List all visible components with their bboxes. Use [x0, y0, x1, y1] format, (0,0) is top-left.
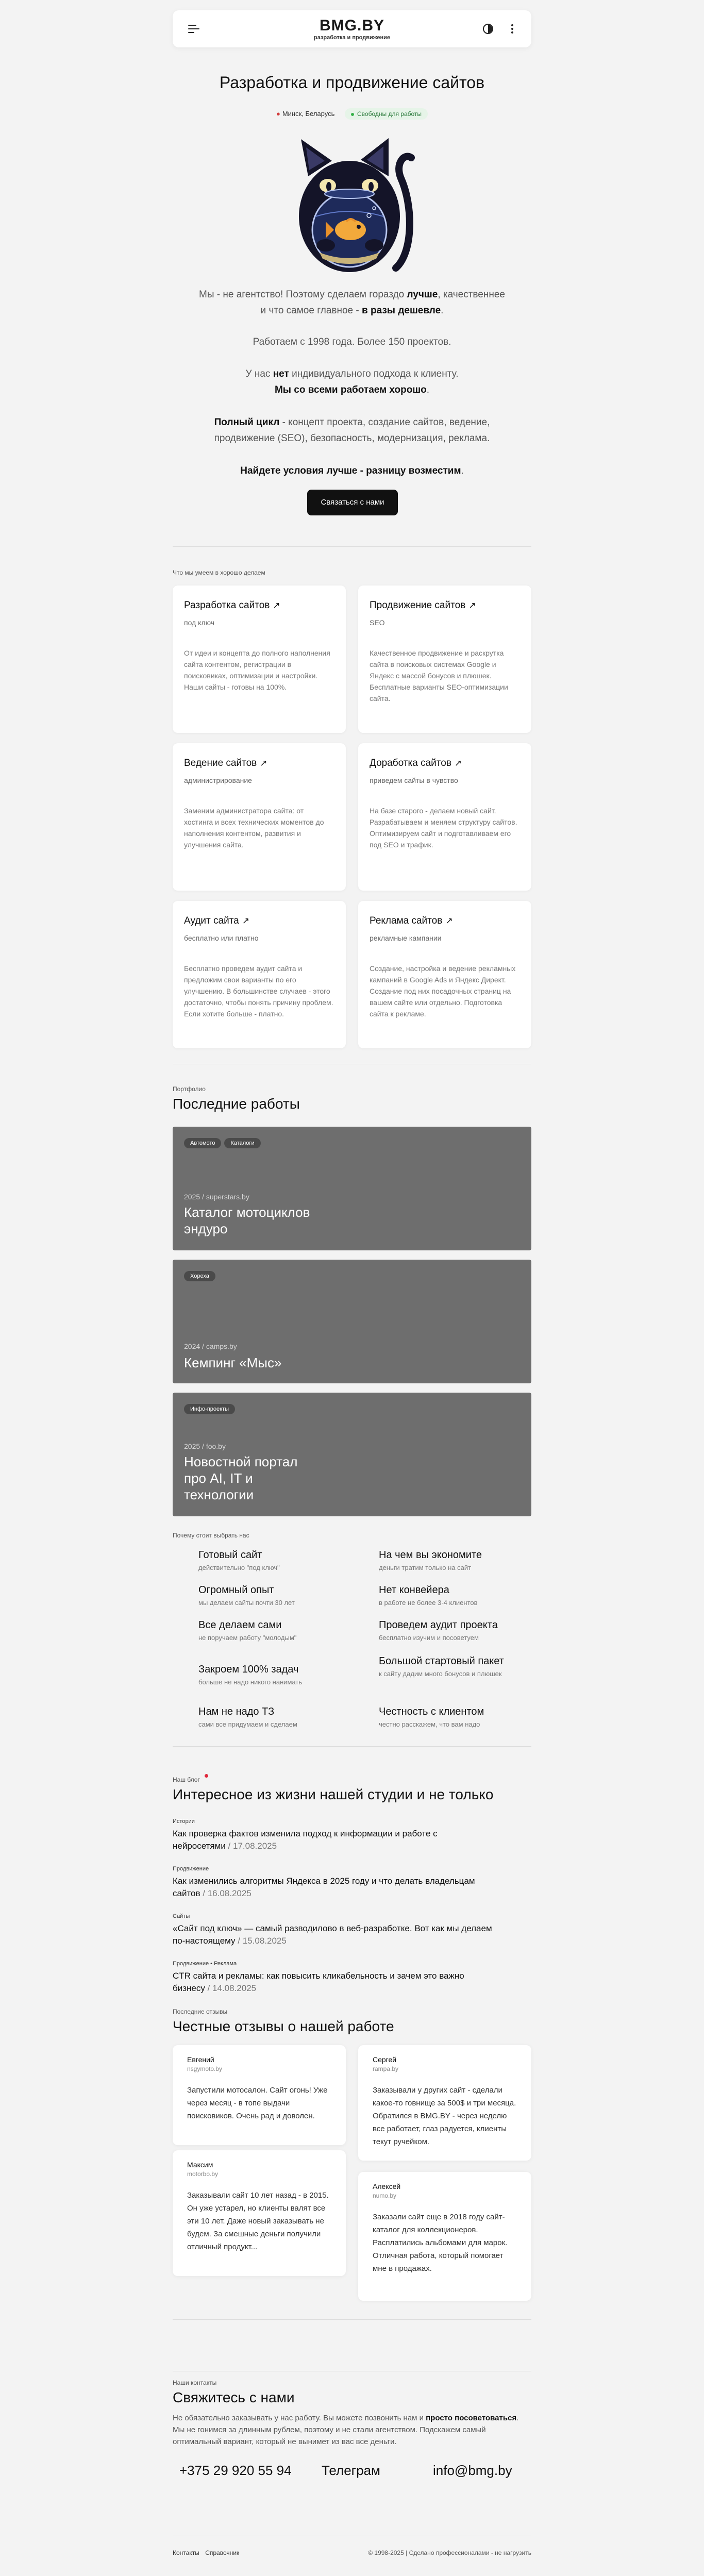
service-card[interactable]: [358, 743, 531, 891]
why-subtitle: не поручаем работу "молодым": [198, 1634, 297, 1642]
tag[interactable]: Каталоги: [224, 1138, 260, 1148]
service-subtitle: бесплатно или платно: [184, 934, 259, 942]
new-indicator-icon: [205, 1774, 208, 1778]
divider: [173, 2319, 531, 2320]
logo[interactable]: [173, 18, 531, 41]
logo-tagline: разработка и продвижение: [313, 35, 391, 41]
why-subtitle: действительно "под ключ": [198, 1564, 280, 1571]
blog-post[interactable]: [173, 1818, 492, 1852]
service-title[interactable]: [370, 915, 520, 927]
reviewer-name: Евгений: [187, 2055, 214, 2064]
text-bold: просто посоветоваться: [426, 2414, 517, 2422]
review-text: Заказывали у других сайт - сделали какое-то говнище за 500$ и три месяца. Обратился в BMG.BY - через неделю все работает, глаз радуется, клиенты текут ручейком.: [373, 2086, 516, 2146]
theme-toggle-icon[interactable]: [483, 24, 493, 34]
service-subtitle: рекламные кампании: [370, 934, 442, 942]
tag[interactable]: Хореха: [184, 1271, 215, 1281]
service-description: От идеи и концепта до полного наполнения сайта контентом, регистрации в поисковиках, оптимизации и настройки. Наши сайты - готовы на 100%.: [184, 649, 330, 691]
text: Мы - не агентство! Поэтому сделаем гораздо: [199, 289, 407, 300]
blog-post[interactable]: [173, 1913, 492, 1947]
blog-category[interactable]: Истории: [173, 1818, 195, 1825]
more-icon[interactable]: [511, 23, 514, 35]
reviews-kicker: Последние отзывы: [173, 2008, 228, 2015]
tag[interactable]: Инфо-проекты: [184, 1404, 235, 1414]
why-title: На чем вы экономите: [379, 1549, 482, 1561]
why-subtitle: бесплатно изучим и посоветуем: [379, 1634, 479, 1642]
service-subtitle: администрирование: [184, 776, 252, 784]
blog-category[interactable]: Продвижение: [173, 1866, 209, 1872]
why-title: Нам не надо ТЗ: [198, 1706, 275, 1717]
review-card: [358, 2172, 531, 2301]
logo-title: BMG.BY: [320, 17, 384, 34]
service-title-text: Ведение сайтов: [184, 758, 257, 768]
portfolio-item[interactable]: [173, 1127, 531, 1250]
why-subtitle: мы делаем сайты почти 30 лет: [198, 1599, 295, 1607]
portfolio-meta: 2024 / camps.by: [184, 1342, 237, 1350]
telegram-link[interactable]: Телеграм: [322, 2463, 380, 2478]
blog-post-title[interactable]: [173, 1875, 492, 1900]
text: - концепт проекта, создание сайтов, ведение, продвижение (SEO), безопасность, модернизация, реклама.: [214, 417, 490, 444]
why-title: Проведем аудит проекта: [379, 1619, 498, 1631]
blog-date: / 16.08.2025: [200, 1888, 252, 1898]
why-title: Нет конвейера: [379, 1584, 449, 1596]
blog-post-title[interactable]: [173, 1828, 492, 1852]
reviewer-site[interactable]: motorbo.by: [187, 2170, 219, 2178]
why-kicker: Почему стоит выбрать нас: [173, 1532, 249, 1539]
location: [276, 110, 334, 118]
site-header: [173, 10, 531, 47]
why-subtitle: сами все придумаем и сделаем: [198, 1720, 297, 1728]
arrow-up-right-icon: ↗: [242, 916, 249, 926]
blog-post-title[interactable]: [173, 1922, 492, 1947]
reviewer-site[interactable]: nsgymoto.by: [187, 2065, 223, 2072]
copyright: © 1998-2025 | Сделано профессионалами - не нагрузить: [368, 2549, 531, 2556]
service-card[interactable]: [173, 901, 346, 1048]
services-kicker: Что мы умеем в хорошо делаем: [173, 569, 265, 576]
why-title: Честность с клиентом: [379, 1706, 484, 1717]
contacts-text: [173, 2412, 531, 2448]
why-title: Готовый сайт: [198, 1549, 262, 1561]
portfolio-tags: [184, 1138, 264, 1148]
why-item: [379, 1655, 523, 1679]
pin-icon: ●: [276, 110, 280, 118]
footer-link-contacts[interactable]: Контакты: [173, 2549, 199, 2556]
service-title-text: Продвижение сайтов: [370, 600, 466, 611]
arrow-up-right-icon: ↗: [454, 758, 462, 768]
why-subtitle: в работе не более 3-4 клиентов: [379, 1599, 478, 1607]
hero-paragraph-3: [198, 366, 506, 398]
why-title: Закроем 100% задач: [198, 1664, 299, 1675]
blog-post-title-text: Как проверка фактов изменила подход к информации и работе с нейросетями: [173, 1829, 438, 1851]
why-item: [198, 1584, 353, 1608]
service-description: Бесплатно проведем аудит сайта и предложим свои варианты по его улучшению. В большинстве случаев - этого достаточно, чтобы понять причину проблем. Если хотите больше - платно.: [184, 964, 333, 1018]
why-item: [379, 1584, 533, 1608]
blog-post-title[interactable]: [173, 1970, 492, 1995]
status-text: Свободны для работы: [357, 110, 422, 118]
service-card[interactable]: [358, 901, 531, 1048]
why-item: [379, 1706, 533, 1729]
reviewer-name: Сергей: [373, 2055, 397, 2064]
review-card: [173, 2045, 346, 2145]
portfolio-title-text: Кемпинг «Мыс»: [184, 1355, 282, 1370]
why-item: [379, 1549, 533, 1573]
service-subtitle: SEO: [370, 618, 385, 627]
review-text: Заказывали сайт 10 лет назад - в 2015. Он уже устарел, но клиенты валят все эти 10 лет. Даже новый заказывать не будем. За смешные деньги получили отличный продукт...: [187, 2191, 329, 2251]
blog-kicker: Наш блог: [173, 1776, 200, 1783]
text-bold: в разы дешевле: [362, 305, 441, 316]
service-description: На базе старого - делаем новый сайт. Разрабатываем и меняем структуру сайтов. Оптимизируем сайт и подготавливаем его под SEO и трафик.: [370, 807, 517, 849]
text-bold: Мы со всеми работаем хорошо: [274, 384, 427, 395]
service-description: Заменим администратора сайта: от хостинга и всех технических моментов до наполнения контентом, развития и улучшения сайта.: [184, 807, 324, 849]
blog-post-title-text: CTR сайта и рекламы: как повысить кликабельность и зачем это важно бизнесу: [173, 1971, 464, 1993]
text: . Мы не гонимся за длинным рублем, поэтому и не стали агентством. Подскажем самый оптимальный вариант, который не вынимет из вас все деньги.: [173, 2414, 519, 2446]
portfolio-item[interactable]: [173, 1260, 531, 1383]
why-title: Все делаем сами: [198, 1619, 282, 1631]
text: , качественнее и что самое главное -: [260, 289, 505, 316]
review-card: [173, 2150, 346, 2276]
service-card[interactable]: [358, 586, 531, 733]
blog-category[interactable]: Сайты: [173, 1913, 190, 1919]
blog-post-title-text: Как изменились алгоритмы Яндекса в 2025 году и что делать владельцам сайтов: [173, 1876, 475, 1898]
hero-paragraph-5: [198, 463, 506, 479]
blog-post-title-text: «Сайт под ключ» — самый разводилово в веб-разработке. Вот как мы делаем по-настоящему: [173, 1923, 492, 1946]
footer-link-reference[interactable]: Справочник: [205, 2549, 240, 2556]
why-subtitle: больше не надо никого нанимать: [198, 1678, 303, 1686]
text: .: [441, 305, 444, 316]
hero-meta: [173, 108, 531, 120]
hero-paragraph-1: [198, 287, 506, 319]
reviewer-site[interactable]: numo.by: [373, 2192, 397, 2199]
why-subtitle: к сайту дадим много бонусов и плюшек: [379, 1670, 502, 1678]
blog-date: / 14.08.2025: [205, 1983, 257, 1993]
text-bold: нет: [273, 369, 289, 379]
service-title[interactable]: [184, 600, 334, 611]
service-description: Качественное продвижение и раскрутка сайта в поисковых системах Google и Яндекс с массой бонусов и плюшек. Бесплатные варианты SEO-оптимизации сайта.: [370, 649, 508, 702]
why-item: [198, 1549, 353, 1573]
page-title: Разработка и продвижение сайтов: [219, 73, 485, 92]
service-title-text: Доработка сайтов: [370, 758, 451, 768]
blog-post[interactable]: [173, 1961, 492, 1995]
status-dot-icon: [351, 113, 354, 116]
why-subtitle: честно расскажем, что вам надо: [379, 1720, 480, 1728]
arrow-up-right-icon: ↗: [445, 916, 453, 926]
service-title[interactable]: [184, 758, 334, 769]
arrow-up-right-icon: ↗: [468, 600, 476, 610]
service-card[interactable]: [173, 743, 346, 891]
review-text: Заказали сайт еще в 2018 году сайт-каталог для коллекционеров. Расплатились альбомами для марок. Отличная работа, который помогает мне в продажах.: [373, 2213, 508, 2273]
email-link[interactable]: info@bmg.by: [433, 2463, 512, 2478]
tag[interactable]: Автомото: [184, 1138, 221, 1148]
text: Не обязательно заказывать у нас работу. Вы можете позвонить нам и: [173, 2414, 426, 2422]
portfolio-tags: [184, 1404, 238, 1414]
text: У нас: [245, 369, 273, 379]
portfolio-meta: 2025 / foo.by: [184, 1442, 226, 1450]
contacts-kicker: Наши контакты: [173, 2379, 217, 2386]
service-title[interactable]: [370, 758, 520, 769]
portfolio-meta: 2025 / superstars.by: [184, 1193, 249, 1201]
service-card[interactable]: [173, 586, 346, 733]
blog-category[interactable]: Продвижение • Реклама: [173, 1961, 237, 1967]
cat-fishbowl-illustration: [278, 129, 433, 278]
footer-nav: [173, 2549, 243, 2556]
text: индивидуального подхода к клиенту.: [289, 369, 459, 379]
blog-date: / 17.08.2025: [225, 1841, 277, 1851]
blog-date: / 15.08.2025: [235, 1936, 287, 1946]
hero-paragraph-4: [198, 414, 506, 446]
arrow-up-right-icon: ↗: [273, 600, 280, 610]
text: .: [461, 465, 464, 476]
why-item: [198, 1664, 353, 1687]
arrow-up-right-icon: ↗: [260, 758, 267, 768]
service-description: Создание, настройка и ведение рекламных кампаний в Google Ads и Яндекс Директ. Создание под них посадочных страниц на вашем сайте или отдельно. Подготовка сайта к рекламе.: [370, 964, 516, 1018]
service-title-text: Реклама сайтов: [370, 915, 443, 926]
text-bold: лучше: [407, 289, 438, 300]
portfolio-title-text: Новостной портал про AI, IT и технологии: [184, 1454, 298, 1502]
service-subtitle: приведем сайты в чувство: [370, 776, 458, 784]
review-card: [358, 2045, 531, 2161]
divider: [173, 546, 531, 547]
hero-paragraph-2: Работаем с 1998 года. Более 150 проектов.: [253, 337, 451, 347]
divider: [173, 1746, 531, 1747]
why-title: Большой стартовый пакет: [379, 1655, 504, 1667]
service-subtitle: под ключ: [184, 618, 215, 627]
review-text: Запустили мотосалон. Сайт огонь! Уже через месяц - в топе выдачи поисковиков. Очень рад и доволен.: [187, 2086, 328, 2120]
service-title-text: Аудит сайта: [184, 915, 239, 926]
blog-title: Интересное из жизни нашей студии и не только: [173, 1786, 494, 1802]
text: .: [426, 384, 430, 395]
status-badge: [345, 108, 428, 120]
service-title[interactable]: [184, 915, 334, 927]
location-text: Минск, Беларусь: [282, 110, 335, 118]
phone-link[interactable]: +375 29 920 55 94: [179, 2463, 292, 2478]
reviewer-site[interactable]: rampa.by: [373, 2065, 399, 2072]
portfolio-title: Последние работы: [173, 1096, 300, 1112]
reviews-title: Честные отзывы о нашей работе: [173, 2018, 394, 2034]
text-bold: Полный цикл: [214, 417, 280, 428]
blog-post[interactable]: [173, 1866, 492, 1900]
contact-us-button[interactable]: Связаться с нами: [307, 490, 398, 515]
portfolio-title-text: Каталог мотоциклов эндуро: [184, 1205, 310, 1236]
why-item: [198, 1619, 353, 1643]
contacts-title: Свяжитесь с нами: [173, 2389, 295, 2405]
service-title-text: Разработка сайтов: [184, 600, 270, 611]
portfolio-item[interactable]: [173, 1393, 531, 1516]
why-item: [198, 1706, 353, 1729]
portfolio-tags: [184, 1271, 219, 1281]
why-item: [379, 1619, 533, 1643]
reviewer-name: Максим: [187, 2161, 213, 2169]
text-bold: Найдете условия лучше - разницу возместим: [240, 465, 461, 476]
why-subtitle: деньги тратим только на сайт: [379, 1564, 472, 1571]
why-title: Огромный опыт: [198, 1584, 274, 1596]
reviewer-name: Алексей: [373, 2182, 401, 2190]
service-title[interactable]: [370, 600, 520, 611]
portfolio-kicker: Портфолио: [173, 1085, 206, 1093]
